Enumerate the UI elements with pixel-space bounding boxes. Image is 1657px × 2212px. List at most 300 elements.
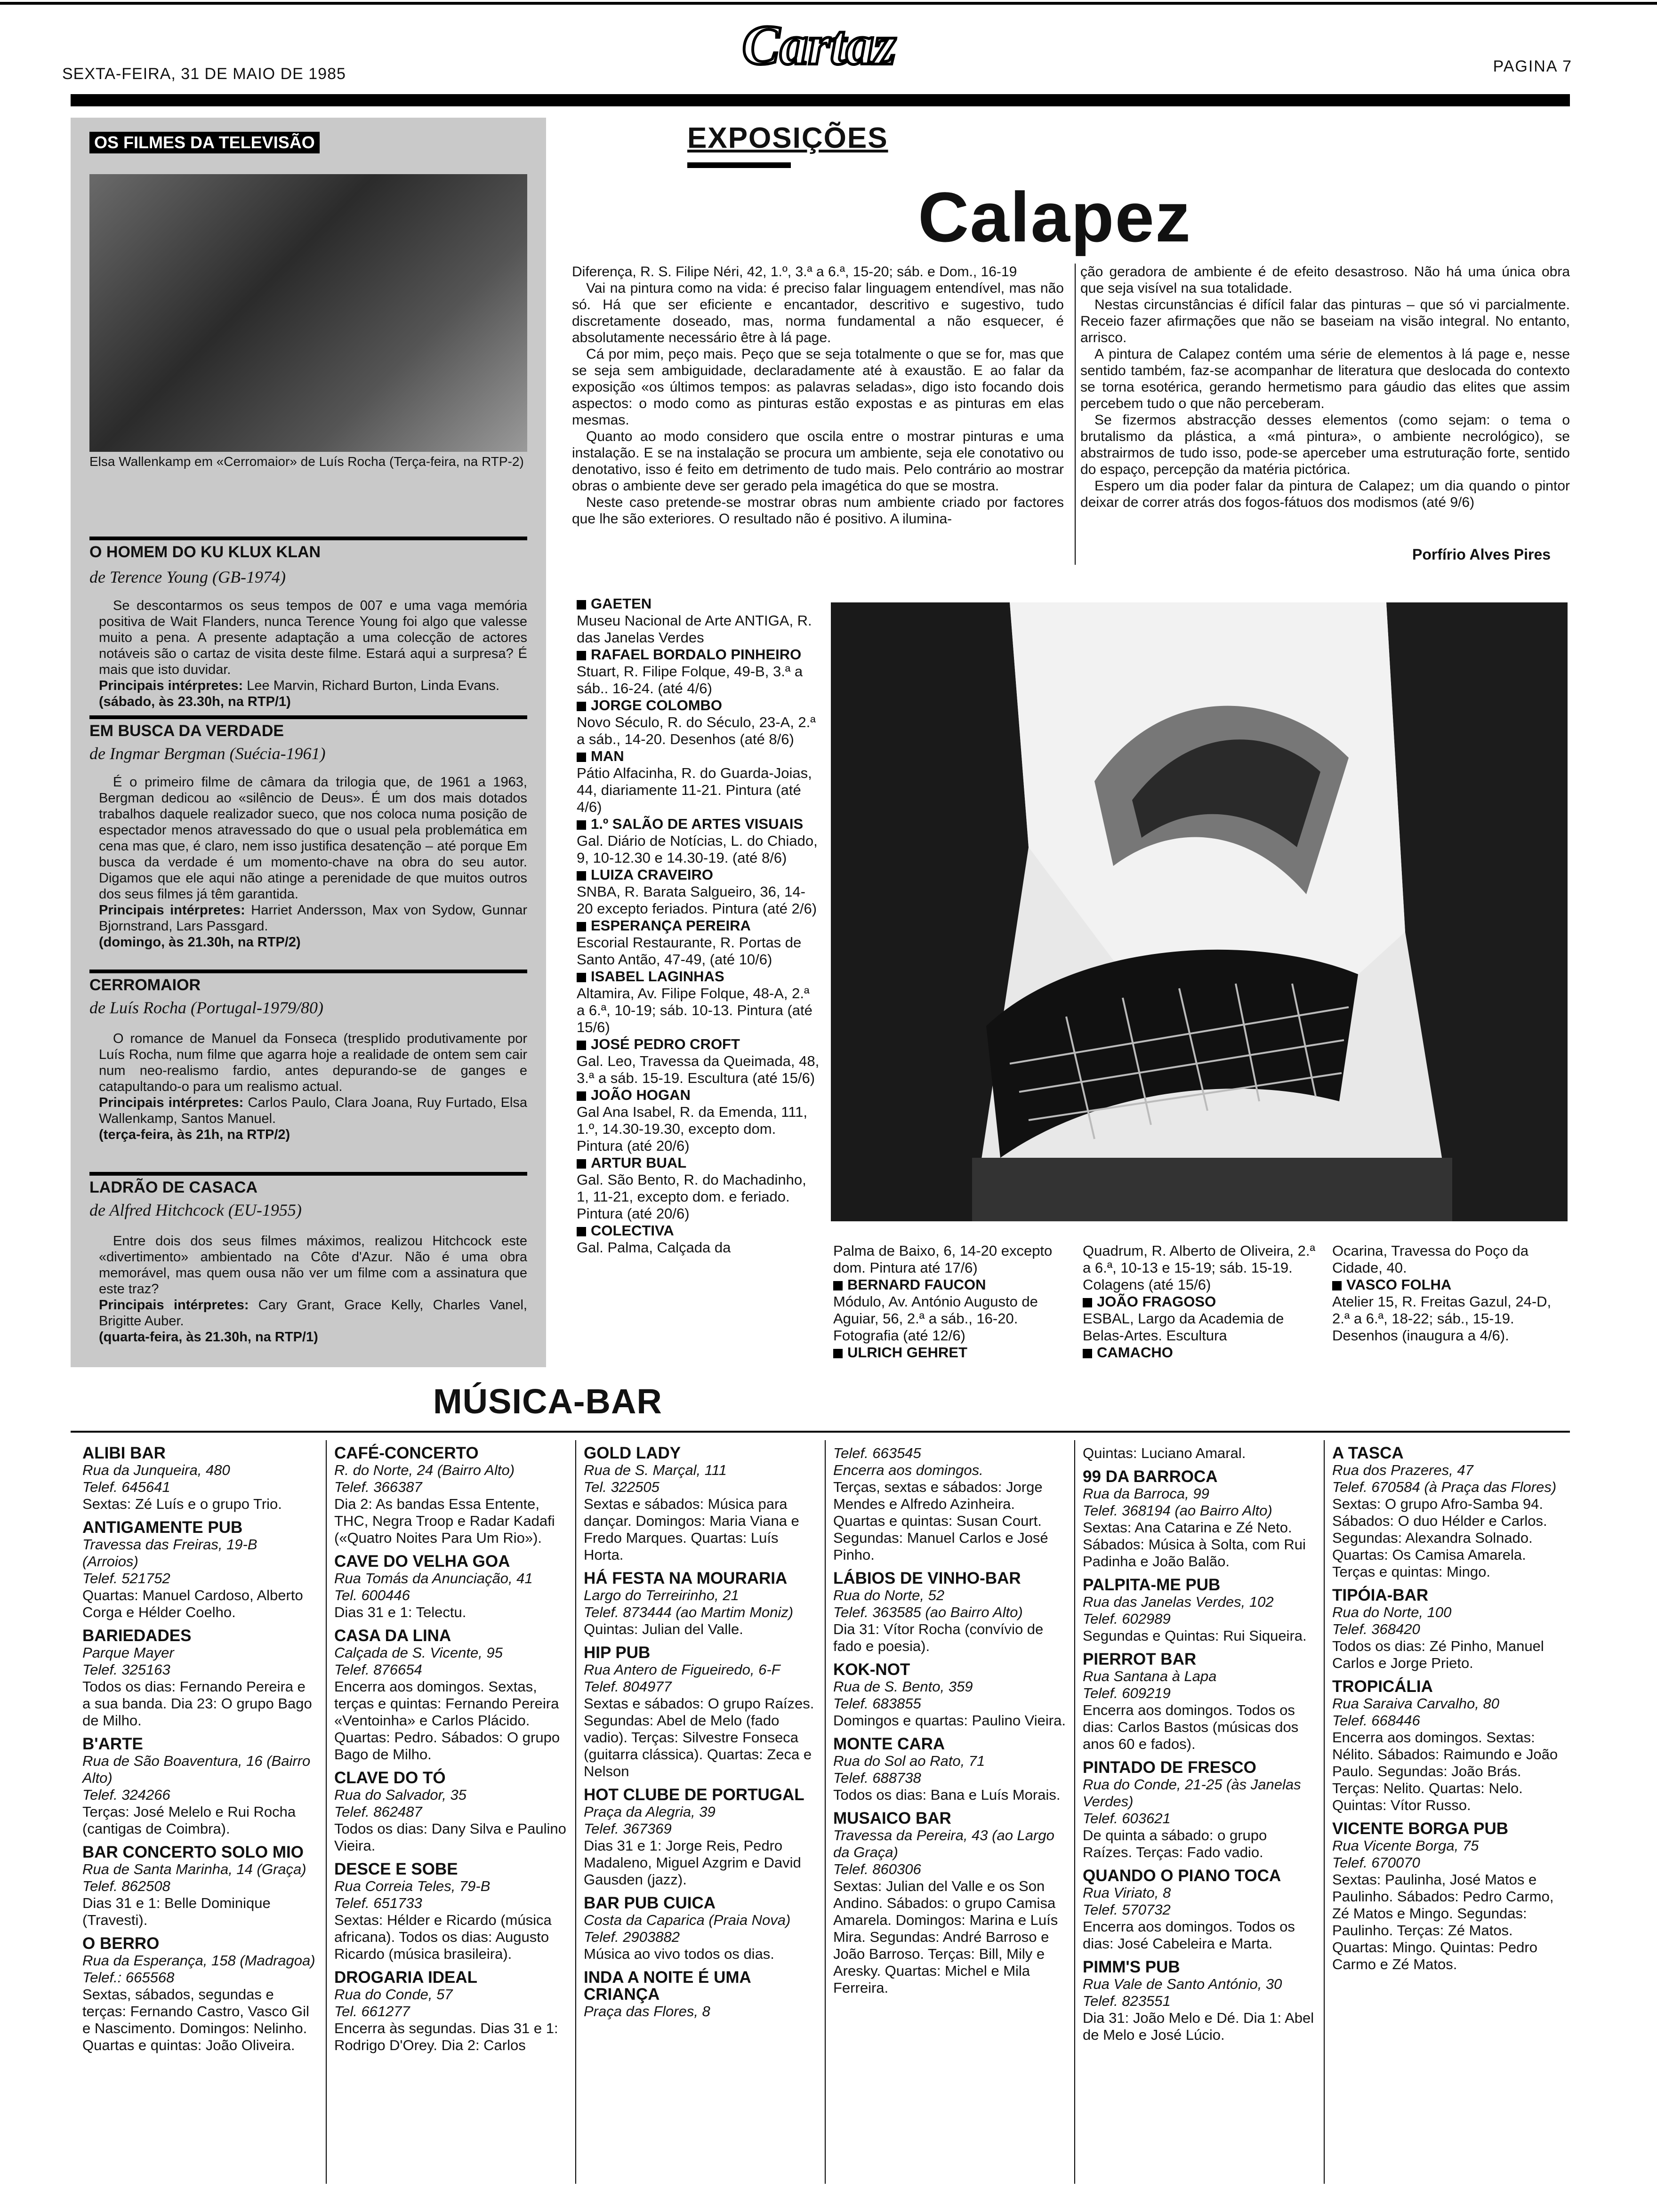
venue-entry [82, 1627, 315, 1729]
column-rule [825, 1440, 826, 2184]
venue-phone: Telef. 876654 [334, 1661, 422, 1678]
venue-address: Rua Santana à Lapa [1083, 1668, 1217, 1684]
page-number: PAGINA 7 [1493, 57, 1572, 75]
column-rule [575, 1440, 576, 2184]
venue-name: TROPICÁLIA [1332, 1677, 1433, 1696]
venue-name: PIERROT BAR [1083, 1650, 1197, 1668]
film-actors [99, 1095, 527, 1127]
venue-entry [82, 1445, 315, 1513]
venue-details: Quartas: Manuel Cardoso, Alberto Corga e Hélder Coelho. [82, 1587, 303, 1620]
venue-name: ANTIGAMENTE PUB [82, 1518, 243, 1537]
venue-address: Rua do Conde, 57 [334, 1986, 453, 2003]
listing-venue: Gal. Palma, Calçada da [577, 1239, 731, 1256]
venue-details: Terças, sextas e sábados: Jorge Mendes e Alfredo Azinheira. Quartas e quintas: Susan Court. Segundas: Manuel Carlos e José Pinho. [833, 1479, 1048, 1563]
column-rule [1324, 1440, 1325, 2184]
listing-artist [577, 917, 821, 934]
venue-details: Domingos e quartas: Paulino Vieira. [833, 1712, 1066, 1729]
venue-details: Sextas: Julian del Valle e os Son Andino. Sábados: o grupo Camisa Amarela. Domingos: Marina e Luís Mira. Segundas: André Barroso e João Barroso. Terças: Bill, Mily e Aresky. Quartas: Michel e Mila Ferreira. [833, 1878, 1058, 1996]
listing-artist [833, 1276, 1069, 1293]
artist-name: GAETEN [591, 595, 652, 612]
venue-entry [833, 1445, 1066, 1563]
venue-details: Sextas, sábados, segundas e terças: Fernando Castro, Vasco Gil e Nascimento. Domingos: Nelinho. Quartas e quintas: João Oliveira. [82, 1986, 309, 2053]
listing-venue: Novo Século, R. do Século, 23-A, 2.ª a sáb., 14-20. Desenhos (até 8/6) [577, 714, 816, 747]
listing-bottom-1 [833, 1242, 1069, 1361]
venue-name: DESCE E SOBE [334, 1860, 458, 1878]
venue-phone: Telef. 860306 [833, 1861, 921, 1877]
venue-name: O BERRO [82, 1934, 160, 1953]
listing-artist [577, 697, 821, 714]
venue-details: Encerra aos domingos. Sextas, terças e quintas: Fernando Pereira «Ventoinha» e Carlos Plácido. Quartas: Pedro. Sábados: O grupo Bago de Milho. [334, 1678, 560, 1763]
article-paragraph: Neste caso pretende-se mostrar obras num ambiente criado por factores que lhe são exteriores. O resultado não é positivo. A ilumina- [572, 495, 1064, 527]
film-body [99, 774, 527, 950]
venue-entry [334, 1553, 567, 1621]
venue-details: Dia 2: As bandas Essa Entente, THC, Negra Troop e Radar Kadafi («Quatro Noites Para Um Rio»). [334, 1496, 555, 1546]
venue-entry [584, 1787, 817, 1888]
venue-address: Costa da Caparica (Praia Nova) [584, 1912, 791, 1928]
calapez-painting [831, 602, 1568, 1221]
film-actors [99, 902, 527, 934]
venue-phone: Telef. 2903882 [584, 1929, 680, 1945]
venue-entry [833, 1736, 1066, 1803]
article-title: Calapez [918, 177, 1191, 256]
top-rule [0, 2, 1657, 5]
musica-column [334, 1445, 567, 2060]
listing-bottom-2 [1083, 1242, 1318, 1361]
venue-phone: Telef. 651733 [334, 1895, 422, 1911]
listing-artist [577, 595, 821, 612]
artist-name: MAN [591, 748, 624, 764]
venue-details: Dias 31 e 1: Telectu. [334, 1604, 467, 1620]
venue-details: Sextas: Ana Catarina e Zé Neto. Sábados: Música à Solta, com Rui Padinha e João Balão. [1083, 1519, 1306, 1570]
film-synopsis: Se descontarmos os seus tempos de 007 e uma vaga memória positiva de Wait Flanders, nunca Terence Young foi algo que valesse muito a pena. A presente adaptação a uma colecção de actores notáveis são o cartaz de visita deste filme. Estará aqui a surpresa? É mais que isto duvidar. [99, 598, 527, 677]
venue-details: Todos os dias: Zé Pinho, Manuel Carlos e Jorge Prieto. [1332, 1638, 1544, 1671]
venue-address: Rua do Sol ao Rato, 71 [833, 1753, 985, 1769]
venue-name: QUANDO O PIANO TOCA [1083, 1867, 1281, 1885]
film-title: EM BUSCA DA VERDADE [89, 715, 527, 740]
venue-entry [584, 1969, 817, 2020]
bullet-square [577, 1159, 586, 1169]
venue-address: Rua Saraiva Carvalho, 80 [1332, 1695, 1499, 1712]
venue-phone: Encerra aos domingos. [833, 1462, 983, 1478]
film-actors [99, 1297, 527, 1329]
bullet-square [577, 1041, 586, 1050]
photo-caption: Elsa Wallenkamp em «Cerromaior» de Luís Rocha (Terça-feira, na RTP-2) [89, 454, 524, 469]
article-author: Porfírio Alves Pires [1412, 546, 1551, 563]
venue-details: Encerra aos domingos. Sextas: Nélito. Sábados: Raimundo e João Paulo. Segundas: João Brás. Terças: Nelito. Quartas: Nelo. Quintas: Vítor Russo. [1332, 1729, 1558, 1813]
bullet-square [577, 1227, 586, 1236]
actors-label: Principais intérpretes: [99, 1095, 244, 1110]
listing-venue: Gal. São Bento, R. do Machadinho, 1, 11-21, excepto dom. e feriado. Pintura (até 20/6) [577, 1171, 806, 1222]
venue-address: Rua de Santa Marinha, 14 (Graça) [82, 1861, 306, 1877]
actors-list: Carlos Paulo, Clara Joana, Ruy Furtado, Elsa Wallenkamp, Santos Manuel. [99, 1095, 527, 1126]
venue-name: BARIEDADES [82, 1627, 192, 1645]
listing-venue: Stuart, R. Filipe Folque, 49-B, 3.ª a sáb.. 16-24. (até 4/6) [577, 663, 803, 697]
musica-column [1332, 1445, 1565, 1980]
cartaz-logo [706, 8, 932, 88]
venue-address: Rua Tomás da Anunciação, 41 [334, 1570, 533, 1587]
bullet-square [577, 753, 586, 762]
venue-phone: Telef. 804977 [584, 1678, 672, 1695]
header-bar [71, 94, 1570, 106]
venue-phone: Telef. 670070 [1332, 1854, 1420, 1871]
venue-details: Sextas: O grupo Afro-Samba 94. Sábados: O duo Hélder e Carlos. Segundas: Alexandra Solnado. Quartas: Os Camisa Amarela. Terças e quintas: Mingo. [1332, 1496, 1547, 1580]
venue-details: Música ao vivo todos os dias. [584, 1946, 774, 1962]
bullet-square [833, 1349, 843, 1358]
listing-venue: Gal. Leo, Travessa da Queimada, 48, 3.ª a sáb. 15-19. Escultura (até 15/6) [577, 1053, 820, 1086]
venue-phone: Telef. 668446 [1332, 1712, 1420, 1729]
listing-venue: Gal Ana Isabel, R. da Emenda, 111, 1.º, 14.30-19.30, excepto dom. Pintura (até 20/6) [577, 1104, 807, 1154]
film-title: O HOMEM DO KU KLUX KLAN [89, 537, 527, 561]
exposicoes-bar [687, 162, 791, 168]
listing-venue: Palma de Baixo, 6, 14-20 excepto dom. Pintura até 17/6) [833, 1242, 1053, 1276]
venue-phone: Telef. 862508 [82, 1878, 170, 1894]
listing-venue: Escorial Restaurante, R. Portas de Santo Antão, 47-49, (até 10/6) [577, 934, 802, 968]
film-schedule: (domingo, às 21.30h, na RTP/2) [99, 935, 301, 950]
venue-details: Dia 31: Vítor Rocha (convívio de fado e poesia). [833, 1621, 1044, 1654]
film-director: de Luís Rocha (Portugal-1979/80) [89, 998, 323, 1017]
listing-artist [1332, 1276, 1568, 1293]
venue-details: Dias 31 e 1: Jorge Reis, Pedro Madaleno, Miguel Azgrim e David Gausden (jazz). [584, 1837, 801, 1888]
venue-address: Rua de São Boaventura, 16 (Bairro Alto) [82, 1753, 311, 1786]
bullet-square [577, 820, 586, 830]
listing-artist [577, 748, 821, 765]
bullet-square [1083, 1298, 1092, 1307]
venue-phone: Tel. 661277 [334, 2003, 410, 2020]
venue-details: Encerra aos domingos. Todos os dias: José Cabeleira e Marta. [1083, 1918, 1295, 1952]
venue-name: PALPITA-ME PUB [1083, 1576, 1221, 1594]
venue-phone: Telef. 873444 (ao Martim Moniz) [584, 1604, 794, 1620]
bullet-square [1083, 1349, 1092, 1358]
venue-details: Todos os dias: Dany Silva e Paulino Vieira. [334, 1820, 566, 1854]
bullet-square [577, 973, 586, 982]
venue-phone: Telef. 368420 [1332, 1621, 1420, 1637]
venue-address: Rua de S. Bento, 359 [833, 1678, 973, 1695]
venue-entry [1083, 1651, 1316, 1753]
venue-name: LÁBIOS DE VINHO-BAR [833, 1569, 1021, 1587]
venue-entry [584, 1895, 817, 1963]
musica-column [584, 1445, 817, 2027]
venue-details: De quinta a sábado: o grupo Raízes. Terças: Fado vadio. [1083, 1827, 1267, 1860]
film-schedule: (terça-feira, às 21h, na RTP/2) [99, 1127, 290, 1142]
venue-name: INDA A NOITE É UMA CRIANÇA [584, 1968, 751, 2004]
musica-column [82, 1445, 315, 2060]
venue-entry [1083, 1759, 1316, 1861]
artist-name: ARTUR BUAL [591, 1154, 687, 1171]
venue-phone: Telef. 324266 [82, 1787, 170, 1803]
venue-entry [334, 1445, 567, 1547]
artist-name: BERNARD FAUCON [847, 1276, 986, 1293]
venue-entry [334, 1861, 567, 1963]
article-paragraph: A pintura de Calapez contém uma série de elementos à lá page e, nesse sentido também, faz-se acompanhar de literatura que deslocada do contexto se torna esotérica, gerando hermetismo para gáudio das elites que assim percebem tudo o que não perceberam. [1080, 346, 1570, 411]
musica-column [1083, 1445, 1316, 2050]
listing-venue: Altamira, Av. Filipe Folque, 48-A, 2.ª a 6.ª, 10-19; sáb. 10-13. Pintura (até 15/6) [577, 985, 812, 1035]
venue-entry [334, 1969, 567, 2054]
venue-name: BAR PUB CUICA [584, 1894, 716, 1912]
venue-address: Rua das Janelas Verdes, 102 [1083, 1594, 1274, 1610]
venue-phone: Telef. 366387 [334, 1479, 422, 1495]
venue-entry [833, 1810, 1066, 1996]
venue-name: PIMM'S PUB [1083, 1958, 1180, 1976]
article-paragraph: Se fizermos abstracção desses elementos (como sejam: o tema o brutalismo da plástica, a «má pintura», o ambiente necrológico), se abstrairmos de tudo isso, pode-se aperceber uma estruturação forte, sentido do espaço, percepção da matéria pictórica. [1080, 412, 1570, 477]
venue-name: HÁ FESTA NA MOURARIA [584, 1569, 788, 1587]
venue-name: 99 DA BARROCA [1083, 1467, 1218, 1486]
article-paragraph: ção geradora de ambiente é de efeito desastroso. Não há uma única obra que seja visível na sua totalidade. [1080, 264, 1570, 296]
venue-entry [1083, 1867, 1316, 1952]
artist-name: LUIZA CRAVEIRO [591, 866, 714, 883]
venue-entry [1332, 1678, 1565, 1814]
venue-phone: Telef. 368194 (ao Bairro Alto) [1083, 1502, 1272, 1519]
listing-artist [833, 1344, 1069, 1361]
actors-label: Principais intérpretes: [99, 1298, 249, 1313]
venue-address: Rua da Barroca, 99 [1083, 1485, 1209, 1502]
venue-address: Rua do Norte, 52 [833, 1587, 945, 1603]
bullet-square [577, 651, 586, 660]
venue-phone: Telef. 521752 [82, 1570, 170, 1587]
venue-entry [82, 1844, 315, 1929]
venue-entry [1083, 1445, 1316, 1462]
venue-address: Calçada de S. Vicente, 95 [334, 1644, 503, 1661]
bullet-square [577, 600, 586, 609]
venue-address: Largo do Terreirinho, 21 [584, 1587, 739, 1603]
artist-name: ULRICH GEHRET [847, 1344, 967, 1361]
venue-phone: Tel. 600446 [334, 1587, 410, 1603]
venue-name: BAR CONCERTO SOLO MIO [82, 1843, 304, 1861]
venue-entry [82, 1736, 315, 1837]
venue-details: Encerra às segundas. Dias 31 e 1: Rodrigo D'Orey. Dia 2: Carlos [334, 2020, 558, 2053]
venue-name: TIPÓIA-BAR [1332, 1586, 1429, 1604]
bullet-square [577, 871, 586, 881]
column-rule [1074, 1440, 1075, 2184]
artist-name: ESPERANÇA PEREIRA [591, 917, 751, 934]
film-director: de Alfred Hitchcock (EU-1955) [89, 1201, 302, 1219]
venue-phone: Tel. 322505 [584, 1479, 660, 1495]
venue-details: Quintas: Julian del Valle. [584, 1621, 743, 1637]
venue-entry [584, 1570, 817, 1638]
logo-text: Cartaz [742, 14, 896, 76]
film-synopsis: Entre dois dos seus filmes máximos, realizou Hitchcock este «divertimento» ambientado na Côte d'Azur. Não é uma obra memorável, mas quem ousa não ver um filme com a assinatura que este traz? [99, 1234, 527, 1297]
venue-name: CASA DA LINA [334, 1627, 451, 1645]
listing-venue: Ocarina, Travessa do Poço da Cidade, 40. [1332, 1242, 1529, 1276]
venue-phone: Telef. 609219 [1083, 1685, 1171, 1701]
venue-name: MONTE CARA [833, 1735, 945, 1753]
actors-list: Lee Marvin, Richard Burton, Linda Evans. [243, 678, 500, 693]
artist-name: CAMACHO [1097, 1344, 1173, 1361]
film-body [99, 1031, 527, 1143]
film-schedule: (sábado, às 23.30h, na RTP/1) [99, 694, 291, 709]
listing-artist [1083, 1293, 1318, 1310]
venue-address: Rua Correia Teles, 79-B [334, 1878, 491, 1894]
listing-venue: Quadrum, R. Alberto de Oliveira, 2.ª a 6.ª, 10-13 e 15-19; sáb. 15-19. Colagens (até 15/6) [1083, 1242, 1315, 1293]
column-rule [326, 1440, 327, 2184]
venue-name: GOLD LADY [584, 1444, 681, 1462]
venue-entry [1083, 1468, 1316, 1570]
column-rule [1075, 264, 1076, 565]
issue-date: SEXTA-FEIRA, 31 DE MAIO DE 1985 [62, 65, 346, 83]
venue-phone: Telef. 688738 [833, 1770, 921, 1786]
artist-name: 1.º SALÃO DE ARTES VISUAIS [591, 816, 804, 832]
film-body [99, 598, 527, 710]
listing-venue: Módulo, Av. António Augusto de Aguiar, 56, 2.ª a sáb., 16-20. Fotografia (até 12/6) [833, 1293, 1038, 1344]
listing-artist [577, 646, 821, 663]
listing-artist [577, 968, 821, 985]
venue-address: Rua do Salvador, 35 [334, 1787, 467, 1803]
article-column-1 [572, 264, 1064, 527]
venue-entry [1083, 1959, 1316, 2044]
venue-address: Rua da Junqueira, 480 [82, 1462, 230, 1478]
listing-bottom-3 [1332, 1242, 1568, 1344]
artist-name: VASCO FOLHA [1346, 1276, 1452, 1293]
musica-bar-rule [71, 1431, 1570, 1433]
venue-address: Rua dos Prazeres, 47 [1332, 1462, 1473, 1478]
venue-name: B'ARTE [82, 1735, 143, 1753]
film-body [99, 1233, 527, 1345]
venue-entry [584, 1644, 817, 1780]
venue-name: PINTADO DE FRESCO [1083, 1758, 1256, 1777]
venue-phone: Telef. 570732 [1083, 1901, 1171, 1918]
venue-address: Praça da Alegria, 39 [584, 1803, 716, 1820]
listing-venue: Pátio Alfacinha, R. do Guarda-Joias, 44, diariamente 11-21. Pintura (até 4/6) [577, 765, 812, 815]
actors-list: Harriet Andersson, Max von Sydow, Gunnar Bjornstrand, Lars Passgard. [99, 903, 528, 934]
venue-details: Segundas e Quintas: Rui Siqueira. [1083, 1627, 1307, 1644]
venue-details: Todos os dias: Bana e Luís Morais. [833, 1787, 1061, 1803]
listing-venue: Atelier 15, R. Freitas Gazul, 24-D, 2.ª a 6.ª, 18-22; sáb., 15-19. Desenhos (inaugura a 4/6). [1332, 1293, 1552, 1344]
venue-details: Sextas: Zé Luís e o grupo Trio. [82, 1496, 282, 1512]
bullet-square [833, 1281, 843, 1290]
tv-photo [89, 174, 527, 452]
tv-films-panel [71, 118, 546, 1367]
venue-address: Travessa da Pereira, 43 (ao Largo da Graça) [833, 1827, 1054, 1860]
bullet-square [577, 922, 586, 931]
venue-details: Terças: José Melelo e Rui Rocha (cantigas de Coimbra). [82, 1803, 296, 1837]
exposicoes-label: EXPOSIÇÕES [687, 122, 888, 154]
venue-name: HIP PUB [584, 1643, 651, 1662]
listing-artist [577, 1154, 821, 1171]
artist-name: ISABEL LAGINHAS [591, 968, 724, 985]
actors-list: Cary Grant, Grace Kelly, Charles Vanel, Brigitte Auber. [99, 1298, 527, 1329]
listing-venue: Gal. Diário de Notícias, L. do Chiado, 9, 10-12.30 e 14.30-19. (até 8/6) [577, 833, 818, 866]
actors-label: Principais intérpretes: [99, 903, 245, 918]
venue-phone: Telef. 823551 [1083, 1993, 1171, 2009]
venue-entry [584, 1445, 817, 1563]
venue-details: Sextas e sábados: Música para dançar. Domingos: Maria Viana e Fredo Marques. Quartas: Luís Horta. [584, 1496, 799, 1563]
bullet-square [1332, 1281, 1342, 1290]
venue-address: Rua Vicente Borga, 75 [1332, 1837, 1479, 1854]
venue-name: A TASCA [1332, 1444, 1404, 1462]
venue-phone: Telef. 645641 [82, 1479, 170, 1495]
venue-address: Parque Mayer [82, 1644, 174, 1661]
venue-phone: Telef. 603621 [1083, 1810, 1171, 1827]
venue-details: Quintas: Luciano Amaral. [1083, 1445, 1246, 1461]
venue-details: Todos os dias: Fernando Pereira e a sua banda. Dia 23: O grupo Bago de Milho. [82, 1678, 312, 1729]
venue-details: Sextas: Hélder e Ricardo (música africana). Todos os dias: Augusto Ricardo (música brasileira). [334, 1912, 552, 1962]
venue-address: Rua de S. Marçal, 111 [584, 1462, 727, 1478]
tv-section-title: OS FILMES DA TELEVISÃO [89, 132, 320, 153]
venue-phone: Telef. 683855 [833, 1695, 921, 1712]
venue-address: Praça das Flores, 8 [584, 2003, 710, 2020]
listing-venue: Museu Nacional de Arte ANTIGA, R. das Janelas Verdes [577, 612, 812, 646]
venue-name: CLAVE DO TÓ [334, 1769, 446, 1787]
venue-phone: Telef. 363585 (ao Bairro Alto) [833, 1604, 1023, 1620]
venue-name: CAFÉ-CONCERTO [334, 1444, 479, 1462]
venue-phone: Telef. 367369 [584, 1820, 672, 1837]
venue-phone: Telef. 862487 [334, 1803, 422, 1820]
listing-artist [577, 1222, 821, 1239]
venue-phone: Telef. 325163 [82, 1661, 170, 1678]
venue-entry [334, 1770, 567, 1854]
venue-name: HOT CLUBE DE PORTUGAL [584, 1786, 804, 1804]
venue-address: Rua do Conde, 21-25 (às Janelas Verdes) [1083, 1776, 1301, 1810]
venue-entry [1332, 1587, 1565, 1672]
musica-bar-title: MÚSICA-BAR [433, 1382, 662, 1421]
listing-venue: ESBAL, Largo da Academia de Belas-Artes. Escultura [1083, 1310, 1284, 1344]
artist-name: JOSÉ PEDRO CROFT [591, 1036, 740, 1052]
venue-address: R. do Norte, 24 (Bairro Alto) [334, 1462, 515, 1478]
venue-name: DROGARIA IDEAL [334, 1968, 477, 1987]
venue-details: Encerra aos domingos. Todos os dias: Carlos Bastos (músicas dos anos 60 e fados). [1083, 1702, 1299, 1752]
venue-details: Dia 31: João Melo e Dé. Dia 1: Abel de Melo e José Lúcio. [1083, 2010, 1314, 2043]
venue-details: Sextas: Paulinha, José Matos e Paulinho. Sábados: Pedro Carmo, Zé Matos e Mingo. Segundas: Paulinho. Terças: Zé Matos. Quartas: Mingo. Quintas: Pedro Carmo e Zé Matos. [1332, 1871, 1554, 1972]
bullet-square [577, 1091, 586, 1101]
venue-details: Dias 31 e 1: Belle Dominique (Travesti). [82, 1895, 271, 1928]
film-synopsis: O romance de Manuel da Fonseca (trespIido produtivamente por Luís Rocha, num filme que agarra hoje a realidade de ontem sem cair num neo-realismo fardio, antes depurando-se de ganges e catapultando-o para um realismo actual. [99, 1031, 527, 1094]
venue-phone: Telef. 602989 [1083, 1611, 1171, 1627]
venue-address: Rua Vale de Santo António, 30 [1083, 1976, 1282, 1992]
venue-address: Rua do Norte, 100 [1332, 1604, 1452, 1620]
exhibition-listings [577, 595, 821, 1256]
venue-name: CAVE DO VELHA GOA [334, 1552, 510, 1571]
venue-name: KOK-NOT [833, 1660, 910, 1679]
film-title: LADRÃO DE CASACA [89, 1172, 527, 1197]
artist-name: COLECTIVA [591, 1222, 674, 1239]
article-paragraph: Nestas circunstâncias é difícil falar das pinturas – que só vi parcialmente. Receio fazer afirmações que não se baseiam na visão integral. No entanto, arrisco. [1080, 297, 1570, 345]
listing-artist [577, 816, 821, 833]
film-schedule: (quarta-feira, às 21.30h, na RTP/1) [99, 1330, 318, 1345]
listing-artist [577, 1036, 821, 1053]
venue-address: Travessa das Freiras, 19-B (Arroios) [82, 1536, 257, 1570]
venue-address: Rua da Esperança, 158 (Madragoa) [82, 1952, 315, 1969]
artist-name: JOÃO FRAGOSO [1097, 1293, 1216, 1310]
article-paragraph: Vai na pintura como na vida: é preciso falar linguagem entendível, mas não só. Há que ser eficiente e encantador, descritivo e sugestivo, tudo discretamente doseado, mas, norma fundamental a não esquecer, é absolutamente necessário être à lá page. [572, 281, 1064, 345]
venue-address: Rua Viriato, 8 [1083, 1884, 1171, 1901]
venue-name: MUSAICO BAR [833, 1809, 951, 1827]
venue-phone: Telef.: 665568 [82, 1969, 175, 1986]
article-paragraph: Cá por mim, peço mais. Peço que se seja totalmente o que se for, mas que se seja sem ambiguidade, declaradamente até à exaustão. E ao falar da exposição «os últimos tempos: as palavras seladas», digo isto focando dois aspectos: o modo como as pinturas estão expostas e as pinturas em elas mesmas. [572, 346, 1064, 428]
venue-entry [1332, 1820, 1565, 1973]
film-director: de Terence Young (GB-1974) [89, 568, 286, 586]
venue-phone: Telef. 670584 (à Praça das Flores) [1332, 1479, 1557, 1495]
film-synopsis: É o primeiro filme de câmara da trilogia que, de 1961 a 1963, Bergman dedicou ao «silêncio de Deus». É um dos mais dotados trabalhos daquele realizador sueco, que nos coloca numa posição de espectador menos atravessado do que o usual pela problemática em cena mas que, é claro, nem isso justifica desatenção – até porque Em busca da verdade é um momento-chave na obra do seu autor. Digamos que ele aqui não atinge a perenidade de que muitos outros dos seus filmes já têm garantida. [99, 775, 527, 902]
listing-artist [577, 1087, 821, 1104]
listing-venue: SNBA, R. Barata Salgueiro, 36, 14-20 excepto feriados. Pintura (até 2/6) [577, 883, 817, 917]
venue-entry [1083, 1577, 1316, 1644]
actors-label: Principais intérpretes: [99, 678, 243, 693]
venue-name: VICENTE BORGA PUB [1332, 1819, 1509, 1838]
venue-details: Sextas e sábados: O grupo Raízes. Segundas: Abel de Melo (fado vadio). Terças: Silvestre Fonseca (guitarra clássica). Quartas: Zeca e Nelson [584, 1695, 814, 1779]
film-director: de Ingmar Bergman (Suécia-1961) [89, 744, 326, 763]
musica-column [833, 1445, 1066, 2003]
listing-artist [577, 866, 821, 883]
bullet-square [577, 702, 586, 711]
article-paragraph: Diferença, R. S. Filipe Néri, 42, 1.º, 3.ª a 6.ª, 15-20; sáb. e Dom., 16-19 [572, 264, 1017, 280]
article-column-2 [1080, 264, 1570, 511]
article-paragraph: Quanto ao modo considero que oscila entre o mostrar pinturas e uma instalação. E se na instalação se procura um ambiente, seja ele conotativo ou denotativo, isso é feito em detrimento de tudo mais. Pelo contrário ao mostrar obras o ambiente deve ser gerado pela imagética do que se mostra. [572, 429, 1064, 494]
venue-entry [82, 1519, 315, 1621]
venue-entry [833, 1661, 1066, 1729]
venue-address: Telef. 663545 [833, 1445, 921, 1461]
venue-entry [833, 1570, 1066, 1655]
venue-entry [1332, 1445, 1565, 1580]
venue-name: ALIBI BAR [82, 1444, 166, 1462]
